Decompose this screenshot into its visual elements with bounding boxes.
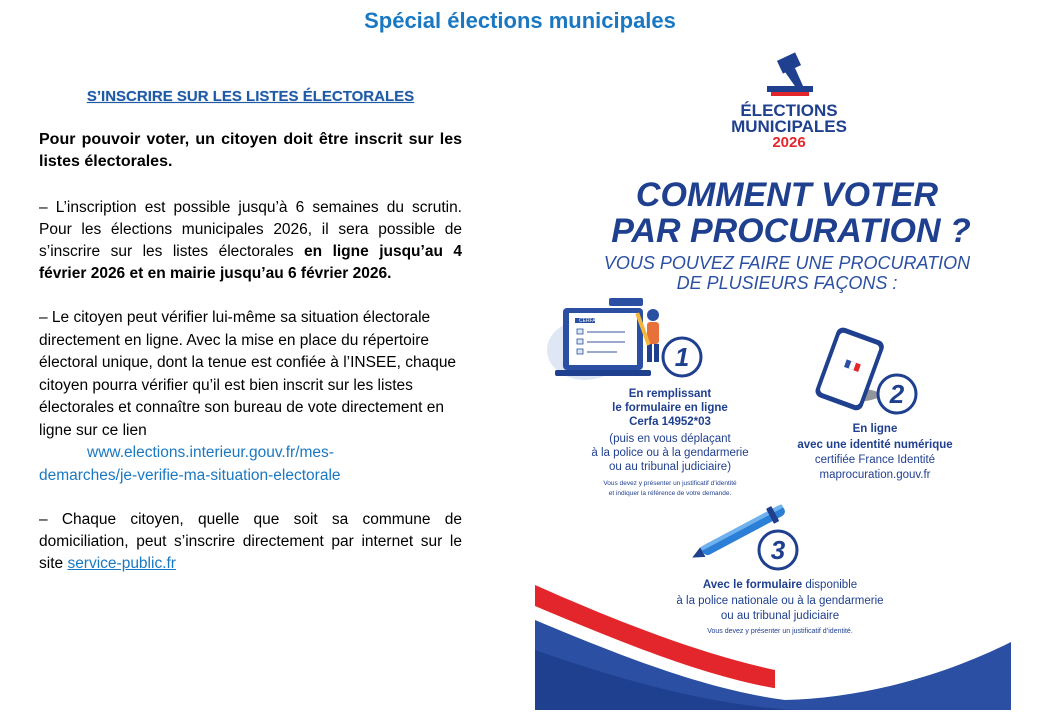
headline-line1: COMMENT VOTER <box>635 176 939 214</box>
option2-line4: maprocuration.gouv.fr <box>819 469 931 481</box>
registration-deadline: en ligne jusqu’au 4 février 2026 et en mairie jusqu’au 6 février 2026. <box>39 243 462 282</box>
verify-text: – Le citoyen peut vérifier lui-même sa situation électorale directement en ligne. Avec la mise en place du répertoire électoral unique, dont la tenue est confiée à l’INSEE, chaque citoyen pourra vérifier qu’il est bien inscrit sur les listes électorales et connaître son bureau de vote directement en ligne sur ce lien <box>39 309 457 439</box>
option1-line4: (puis en vous déplaçant <box>609 433 731 445</box>
registration-text: – L’inscription est possible jusqu’à 6 semaines du scrutin. Pour les élections municipales 2026, il sera possible de s’inscrire sur les listes électorales <box>39 199 462 260</box>
ballot-box-logo-icon <box>767 52 813 96</box>
option1-line6: ou au tribunal judiciaire) <box>608 461 732 473</box>
section-title: S’INSCRIRE SUR LES LISTES ÉLECTORALES <box>86 88 415 105</box>
smartphone-illustration <box>814 326 886 413</box>
subheadline-line2: DE PLUSIEURS FAÇONS : <box>676 273 898 293</box>
verify-url-line1[interactable]: www.elections.interieur.gouv.fr/mes- <box>87 444 334 461</box>
cerfa-label: CERFA <box>579 318 596 324</box>
option1-line3: Cerfa 14952*03 <box>629 416 711 428</box>
laptop-form-illustration <box>547 298 659 380</box>
logo-line2: MUNICIPALES <box>731 117 847 136</box>
online-text: – Chaque citoyen, quelle que soit sa commune de domiciliation, peut s’inscrire directement par internet sur le site <box>39 511 462 572</box>
option3-line1-bold: Avec le formulaire <box>702 579 803 591</box>
option3-line1-rest: disponible <box>802 579 858 591</box>
option1-number: 1 <box>674 342 690 372</box>
option3-note: Vous devez y présenter un justificatif d’identité. <box>707 628 853 635</box>
registration-paragraph <box>39 197 462 285</box>
option1-line2: le formulaire en ligne <box>612 402 728 414</box>
verify-paragraph <box>39 307 462 487</box>
option3-number: 3 <box>770 535 786 565</box>
option2-line2: avec une identité numérique <box>797 439 953 451</box>
option1-note1: Vous devez y présenter un justificatif d’identité <box>603 480 737 487</box>
option2-number: 2 <box>889 379 905 409</box>
procuration-poster <box>535 50 1011 710</box>
verify-url-line2[interactable]: demarches/je-verifie-ma-situation-electorale <box>39 466 341 484</box>
online-paragraph <box>39 509 462 575</box>
subheadline-line1: VOUS POUVEZ FAIRE UNE PROCURATION <box>603 253 971 273</box>
page-title: Spécial élections municipales <box>364 8 676 33</box>
option3-line3: ou au tribunal judiciaire <box>720 610 840 622</box>
text-column <box>39 88 462 597</box>
lead-paragraph: Pour pouvoir voter, un citoyen doit être inscrit sur les listes électorales. <box>39 131 462 170</box>
option1-line1: En remplissant <box>628 388 712 400</box>
option2-line3: certifiée France Identité <box>814 454 936 466</box>
option1-line5: à la police ou à la gendarmerie <box>591 447 749 459</box>
option2-line1: En ligne <box>852 423 898 435</box>
option3-line2: à la police nationale ou à la gendarmerie <box>676 595 884 607</box>
logo-line1: ÉLECTIONS <box>740 101 838 120</box>
headline-line2: PAR PROCURATION ? <box>611 212 971 250</box>
logo-year: 2026 <box>772 134 806 151</box>
option1-note2: et indiquer la référence de votre demande. <box>608 490 732 497</box>
service-public-link[interactable]: service-public.fr <box>67 555 176 572</box>
option3-line1 <box>703 579 857 591</box>
